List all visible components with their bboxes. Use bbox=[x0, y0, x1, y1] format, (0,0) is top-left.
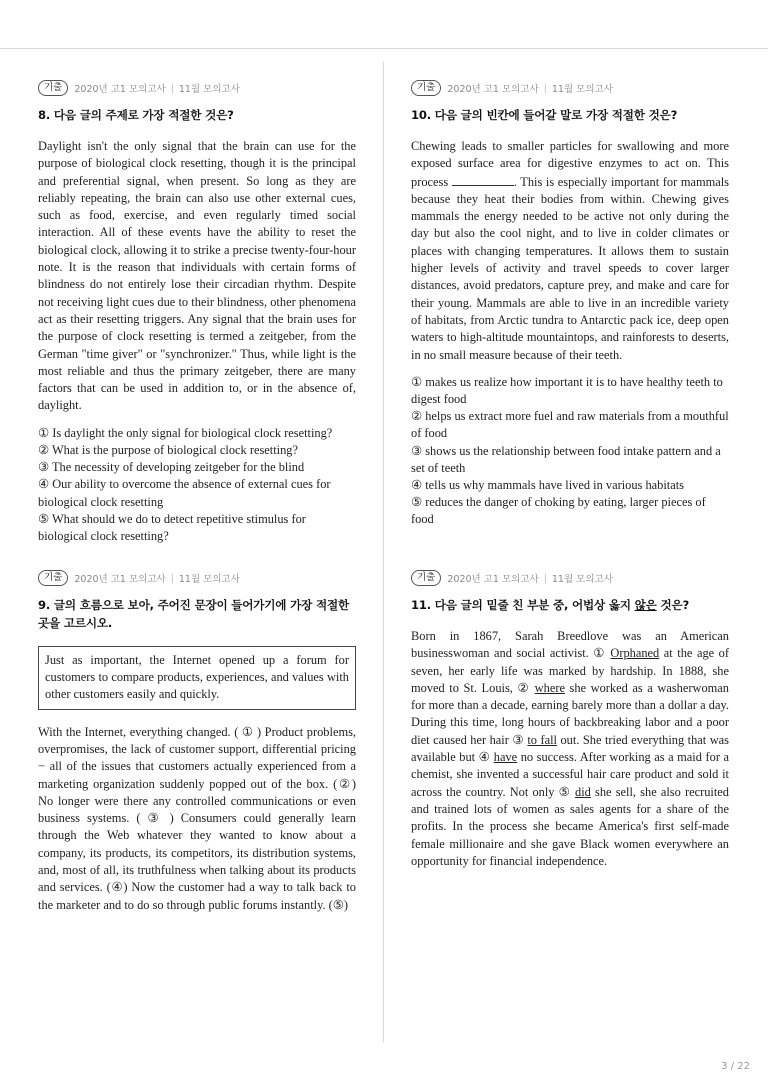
option-1[interactable]: ① makes us realize how important it is to have healthy teeth to digest food bbox=[411, 374, 723, 407]
question-passage: Daylight isn't the only signal that the brain can use for the purpose of biological clock resetting, though it is the principal and preferential signal, when present. So long as they are reliably repeating, the brain can also use other external cues, such as food, exercise, and even regularly timed social interaction. All of these events have the ability to reset the biological clock, allowing it to strike a precise twenty-four-hour note. It is the reason that individuals with certain forms of blindness do not entirely lose their circadian rhythm. Despite not receiving light cues due to their blindness, other phenomena act as their resetting triggers. Any signal that the brain uses for the purpose of clock resetting is termed a zeitgeber, from the German "time giver" or "synchronizer." Thus, while light is the most reliable and thus the primary zeitgeber, there are many factors that can be used in addition to, or in the absence of, daylight. bbox=[38, 139, 356, 413]
option-5[interactable]: ⑤ reduces the danger of choking by eating, larger pieces of food bbox=[411, 495, 706, 527]
tag-separator: | bbox=[543, 82, 547, 94]
exam-year: 2020년 고1 모의고사 bbox=[447, 84, 539, 95]
exam-year: 2020년 고1 모의고사 bbox=[74, 574, 166, 585]
question-tag bbox=[411, 570, 729, 586]
question-tag bbox=[38, 80, 356, 96]
passage-part: Born in 1867, Sarah Breedlove was an American businesswoman and social activist. ① bbox=[411, 629, 729, 661]
passage-part: she sell, she also recruited and trained lots of women as sales agents for a share of the profits. In the process she became America's first self-made female millionaire and she gave Black women everywhere an opportunity for financial independence. bbox=[411, 784, 729, 868]
exam-month: 11월 모의고사 bbox=[178, 84, 240, 95]
title-end: 것은? bbox=[660, 598, 690, 612]
option-5[interactable]: ⑤ What should we do to detect repetitive stimulus for biological clock resetting? bbox=[38, 511, 306, 543]
question-title: 10. 다음 글의 빈칸에 들어갈 말로 가장 적절한 것은? bbox=[411, 108, 678, 122]
question-title bbox=[411, 596, 729, 614]
passage-part: she worked as a washerwoman for more than a decade, earning barely more than a dollar a day. During this time, long hours of backbreaking labor and a poor diet caused her hair ③ bbox=[411, 680, 729, 747]
passage-after-blank: . This is especially important for mammals because they heat their bodies from within. Chewing gives mammals the energy needed to be active not only during the day but also the cool night, and to live in colder climates or places with changing temperatures. It allows them to sustain higher levels of activity and travel speeds to cover larger distances, avoid predators, capture prey, and make and care for their young. Mammals are able to live in an incredible variety of habitats, from Arctic tundra to Antarctic pack ice, deep open waters to high-altitude mountaintops, and rainforests to deserts, in no small measure because of their teeth. bbox=[411, 174, 729, 362]
question-title: 8. 다음 글의 주제로 가장 적절한 것은? bbox=[38, 108, 234, 122]
underlined-3: to fall bbox=[527, 732, 557, 747]
option-4[interactable]: ④ Our ability to overcome the absence of external cues for biological clock resetting bbox=[38, 477, 331, 509]
source-badge: 기출 bbox=[411, 80, 441, 96]
title-underlined: 않은 bbox=[634, 598, 657, 612]
option-1[interactable]: ① Is daylight the only signal for biological clock resetting? bbox=[38, 425, 333, 440]
question-10 bbox=[411, 80, 729, 529]
option-4[interactable]: ④ tells us why mammals have lived in various habitats bbox=[411, 478, 684, 493]
passage-part: no success. After working as a maid for a chemist, she invented a successful hair care product and sold it across the country. Not only ⑤ bbox=[411, 750, 729, 799]
title-text: 11. 다음 글의 밑줄 친 부분 중, 어법상 옳지 bbox=[411, 598, 631, 612]
tag-separator: | bbox=[543, 572, 547, 584]
page-number: 3 / 22 bbox=[721, 1061, 750, 1072]
underlined-4: have bbox=[493, 750, 518, 765]
question-9 bbox=[38, 570, 356, 914]
question-11 bbox=[411, 570, 729, 870]
question-tag bbox=[38, 570, 356, 586]
exam-month: 11월 모의고사 bbox=[551, 574, 613, 585]
question-passage bbox=[411, 628, 729, 870]
answer-options bbox=[38, 425, 356, 545]
option-2[interactable]: ② helps us extract more fuel and raw materials from a mouthful of food bbox=[411, 409, 729, 441]
question-passage: With the Internet, everything changed. ( ① ) Product problems, overpromises, the lack of customer support, differential pricing − all of the issues that customers actually experienced from a marketing organization suddenly popped out of the box. (②) No longer were there any controlled communications or even business systems. ( ③ ) Consumers could generally learn through the Web whatever they wanted to know about a company, its products, its competitors, its distribution systems, and, most of all, its truthfulness when talking about its products and services. (④) Now the customer had a way to talk back to the marketer and to do so through public forums instantly. (⑤) bbox=[38, 724, 356, 912]
exam-year: 2020년 고1 모의고사 bbox=[74, 84, 166, 95]
underlined-2: where bbox=[534, 680, 565, 695]
question-title: 9. 글의 흐름으로 보아, 주어진 문장이 들어가기에 가장 적절한 곳을 고르시오. bbox=[38, 598, 349, 630]
option-2[interactable]: ② What is the purpose of biological clock resetting? bbox=[38, 442, 298, 457]
passage-part: out. She tried everything that was available but ④ bbox=[411, 732, 729, 765]
exam-month: 11월 모의고사 bbox=[551, 84, 613, 95]
underlined-1: Orphaned bbox=[610, 646, 660, 661]
source-badge: 기출 bbox=[411, 570, 441, 586]
option-3[interactable]: ③ The necessity of developing zeitgeber for the blind bbox=[38, 460, 305, 475]
passage-before-blank: Chewing leads to smaller particles for swallowing and more exposed surface area for digestive enzymes to act on. This process bbox=[411, 139, 729, 189]
answer-options bbox=[411, 374, 729, 529]
passage-part: at the age of seven, her early life was marked by hardship. In 1888, she moved to St. Louis, ② bbox=[411, 646, 729, 695]
question-passage bbox=[411, 138, 729, 364]
answer-blank bbox=[452, 173, 514, 186]
exam-month: 11월 모의고사 bbox=[178, 574, 240, 585]
header-rule bbox=[0, 48, 768, 49]
source-badge: 기출 bbox=[38, 80, 68, 96]
tag-separator: | bbox=[170, 82, 174, 94]
question-tag bbox=[411, 80, 729, 96]
column-divider bbox=[383, 62, 384, 1042]
exam-year: 2020년 고1 모의고사 bbox=[447, 574, 539, 585]
question-8 bbox=[38, 80, 356, 545]
option-3[interactable]: ③ shows us the relationship between food intake pattern and a set of teeth bbox=[411, 443, 721, 475]
given-sentence-box: Just as important, the Internet opened up a forum for customers to compare products, experiences, and values with other customers easily and quickly. bbox=[38, 646, 356, 710]
underlined-5: did bbox=[575, 784, 591, 799]
tag-separator: | bbox=[170, 572, 174, 584]
source-badge: 기출 bbox=[38, 570, 68, 586]
